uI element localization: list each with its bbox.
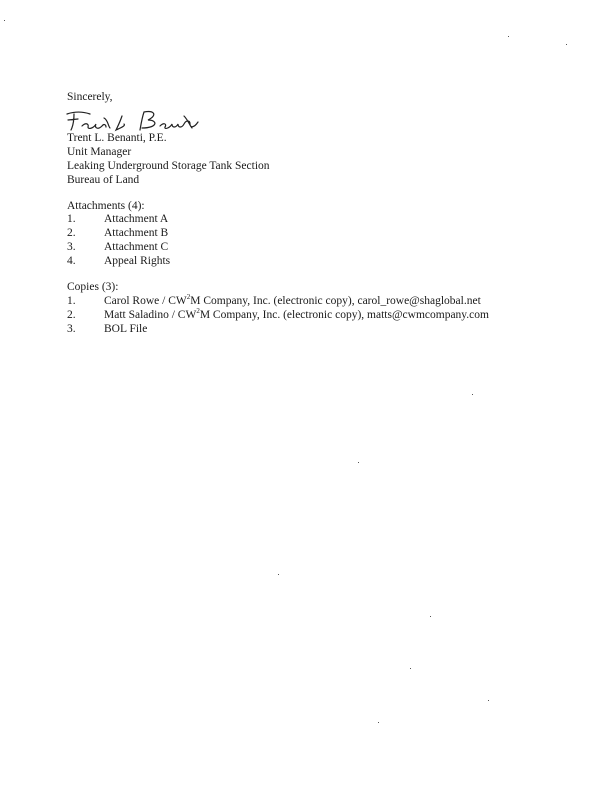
scan-speck	[472, 394, 473, 395]
scan-speck	[566, 44, 567, 45]
scan-speck	[410, 668, 411, 669]
superscript: 2	[186, 293, 191, 302]
signer-bureau: Bureau of Land	[67, 174, 140, 186]
signer-section: Leaking Underground Storage Tank Section	[67, 160, 270, 172]
copy-number: 3.	[67, 323, 76, 335]
attachment-number: 2.	[67, 227, 76, 239]
scan-speck	[508, 36, 509, 37]
signer-title: Unit Manager	[67, 146, 132, 158]
copy-item-text: Carol Rowe / CW	[104, 295, 187, 307]
copy-item	[104, 308, 489, 322]
scan-speck	[4, 20, 5, 21]
copy-item-text: M Company, Inc. (electronic copy), carol_rowe@shaglobal.net	[190, 295, 481, 307]
attachment-item: Attachment B	[104, 227, 169, 239]
closing: Sincerely,	[67, 91, 113, 103]
attachment-item: Attachment C	[104, 241, 169, 253]
signature-image	[64, 106, 204, 134]
attachment-number: 4.	[67, 255, 76, 267]
attachment-item: Attachment A	[104, 213, 169, 225]
scan-speck	[430, 616, 431, 617]
copy-item: BOL File	[104, 323, 148, 335]
signer-name: Trent L. Benanti, P.E.	[67, 132, 167, 144]
attachments-heading: Attachments (4):	[67, 200, 145, 212]
copies-heading: Copies (3):	[67, 281, 119, 293]
scan-speck	[378, 722, 379, 723]
scan-speck	[488, 700, 489, 701]
copy-number: 1.	[67, 295, 76, 307]
superscript: 2	[196, 307, 200, 316]
scan-speck	[358, 462, 359, 463]
copy-item-text: M Company, Inc. (electronic copy), matts@cwmcompany.com	[199, 309, 489, 321]
scan-speck	[278, 574, 279, 575]
copy-item	[104, 294, 481, 308]
copy-number: 2.	[67, 309, 76, 321]
attachment-number: 1.	[67, 213, 76, 225]
copy-item-text: Matt Saladino / CW	[104, 309, 197, 321]
attachment-item: Appeal Rights	[104, 255, 171, 267]
attachment-number: 3.	[67, 241, 76, 253]
